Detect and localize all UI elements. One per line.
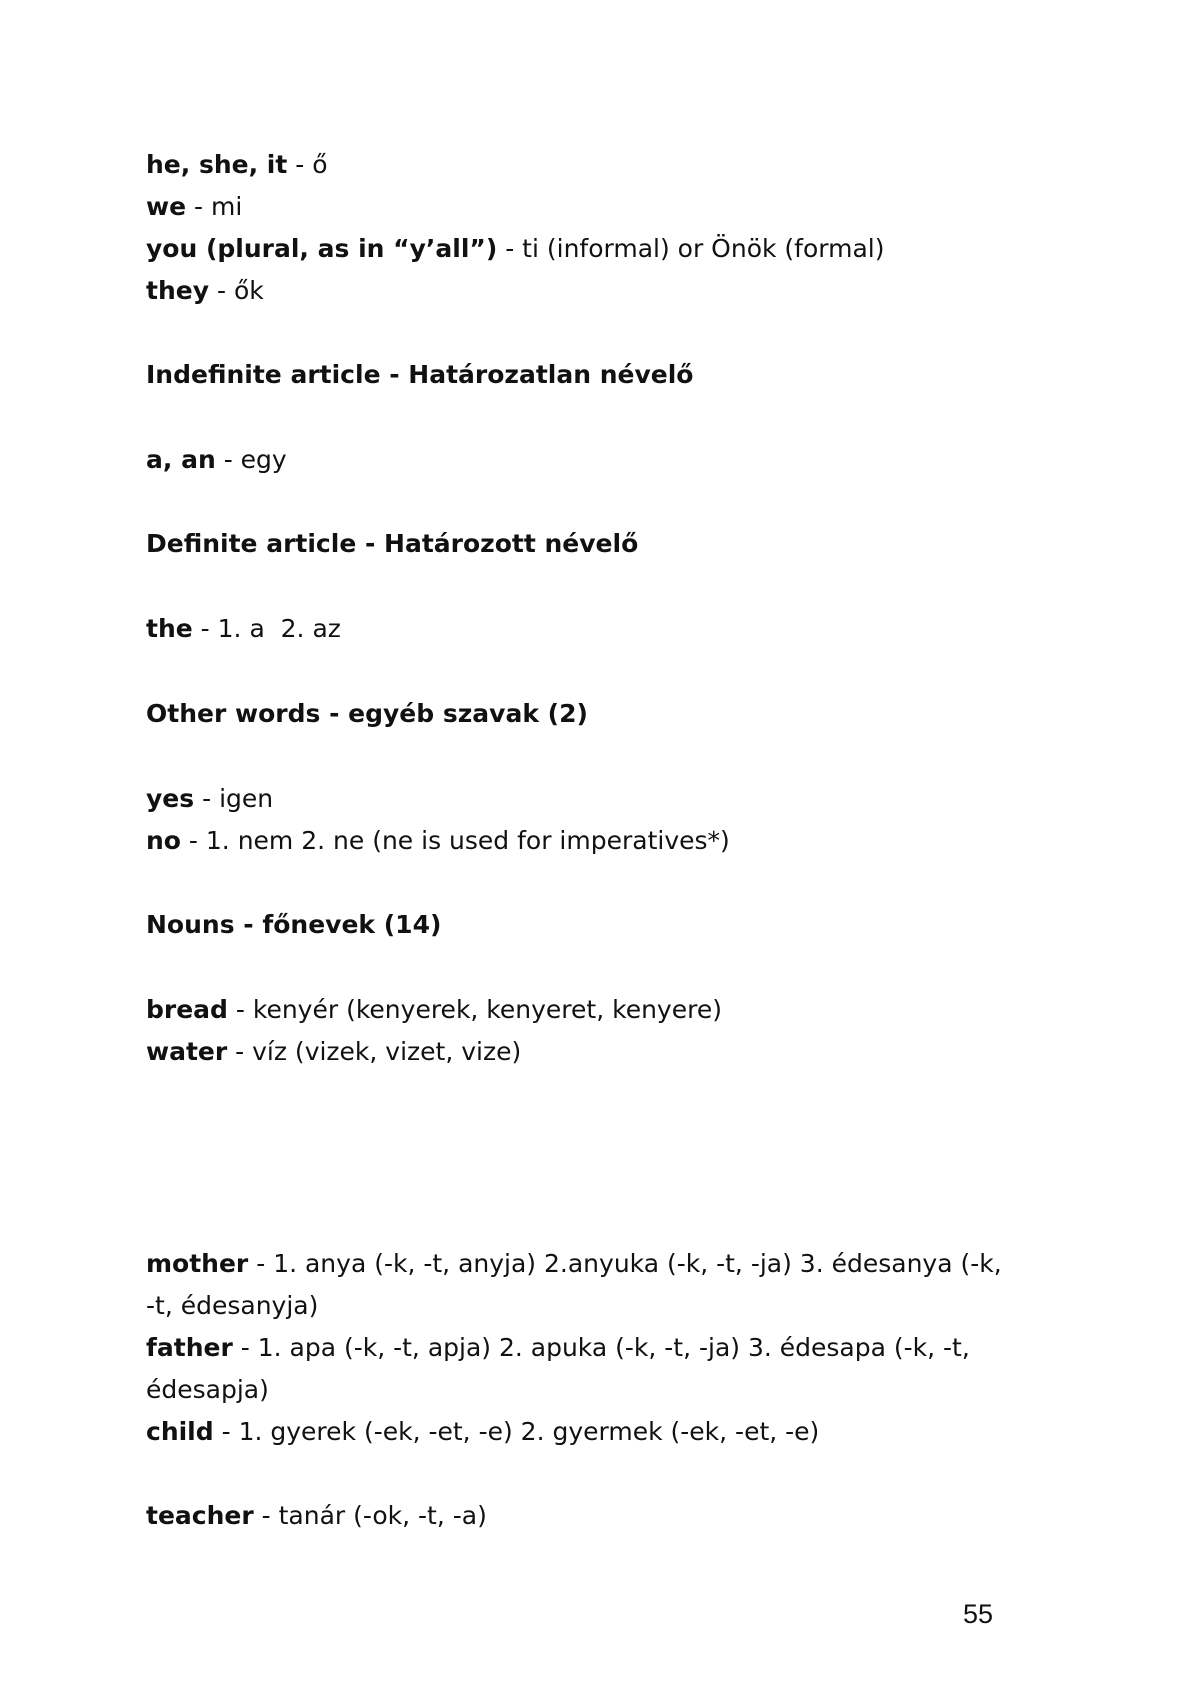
entry-definition: ő bbox=[312, 150, 328, 179]
entry-bread bbox=[146, 993, 722, 1027]
entry-mother-continuation: -t, édesanyja) bbox=[146, 1291, 319, 1320]
entry-definition: 1. nem 2. ne (ne is used for imperatives*) bbox=[205, 826, 730, 855]
heading-definite-article: Definite article - Határozott névelő bbox=[146, 529, 639, 558]
entry-separator: - bbox=[209, 276, 234, 305]
entry-separator: - bbox=[253, 1501, 279, 1530]
entry-definition: 1. a 2. az bbox=[217, 614, 341, 643]
entry-separator: - bbox=[287, 150, 313, 179]
entry-term: they bbox=[146, 276, 210, 305]
entry-yes bbox=[146, 782, 273, 816]
entry-term: bread bbox=[146, 995, 228, 1024]
entry-the bbox=[146, 612, 341, 646]
entry-separator: - bbox=[192, 614, 218, 643]
entry-definition: 1. anya (-k, -t, anyja) 2.anyuka (-k, -t, -ja) 3. édesanya (-k, bbox=[273, 1249, 1002, 1278]
entry-term: no bbox=[146, 826, 181, 855]
entry-father bbox=[146, 1331, 970, 1365]
entry-separator: - bbox=[213, 1417, 239, 1446]
entry-term: teacher bbox=[146, 1501, 254, 1530]
entry-teacher bbox=[146, 1499, 487, 1533]
entry-term: child bbox=[146, 1417, 214, 1446]
entry-separator: - bbox=[232, 1333, 258, 1362]
entry-they bbox=[146, 274, 264, 308]
entry-definition: ők bbox=[233, 276, 264, 305]
page-number: 55 bbox=[963, 1599, 994, 1629]
entry-separator: - bbox=[227, 995, 253, 1024]
entry-term: mother bbox=[146, 1249, 249, 1278]
entry-you-plural bbox=[146, 232, 885, 266]
entry-definition: 1. apa (-k, -t, apja) 2. apuka (-k, -t, -ja) 3. édesapa (-k, -t, bbox=[257, 1333, 970, 1362]
entry-definition: tanár (-ok, -t, -a) bbox=[278, 1501, 487, 1530]
entry-definition: mi bbox=[210, 192, 243, 221]
entry-term: you (plural, as in “y’all”) bbox=[146, 234, 498, 263]
entry-separator: - bbox=[215, 445, 241, 474]
entry-mother bbox=[146, 1247, 1002, 1281]
entry-definition: víz (vizek, vizet, vize) bbox=[252, 1037, 522, 1066]
entry-term: we bbox=[146, 192, 187, 221]
entry-definition: kenyér (kenyerek, kenyeret, kenyere) bbox=[252, 995, 722, 1024]
entry-term: the bbox=[146, 614, 193, 643]
entry-term: water bbox=[146, 1037, 228, 1066]
entry-father-continuation: édesapja) bbox=[146, 1375, 269, 1404]
entry-child bbox=[146, 1415, 819, 1449]
entry-term: father bbox=[146, 1333, 233, 1362]
heading-other-words: Other words - egyéb szavak (2) bbox=[146, 699, 588, 728]
entry-separator: - bbox=[180, 826, 206, 855]
entry-separator: - bbox=[248, 1249, 274, 1278]
entry-separator: - bbox=[227, 1037, 253, 1066]
entry-term: a, an bbox=[146, 445, 216, 474]
entry-no bbox=[146, 824, 730, 858]
entry-separator: - bbox=[186, 192, 211, 221]
heading-indefinite-article: Indefinite article - Határozatlan névelő bbox=[146, 360, 694, 389]
heading-nouns: Nouns - főnevek (14) bbox=[146, 910, 442, 939]
entry-definition: egy bbox=[240, 445, 287, 474]
entry-he-she-it bbox=[146, 148, 328, 182]
entry-separator: - bbox=[497, 234, 523, 263]
entry-term: he, she, it bbox=[146, 150, 288, 179]
entry-water bbox=[146, 1035, 521, 1069]
entry-definition: 1. gyerek (-ek, -et, -e) 2. gyermek (-ek, -et, -e) bbox=[238, 1417, 820, 1446]
entry-definition: igen bbox=[219, 784, 274, 813]
entry-definition: ti (informal) or Önök (formal) bbox=[522, 234, 885, 263]
entry-we bbox=[146, 190, 242, 224]
entry-a-an bbox=[146, 443, 287, 477]
entry-term: yes bbox=[146, 784, 195, 813]
entry-separator: - bbox=[194, 784, 220, 813]
